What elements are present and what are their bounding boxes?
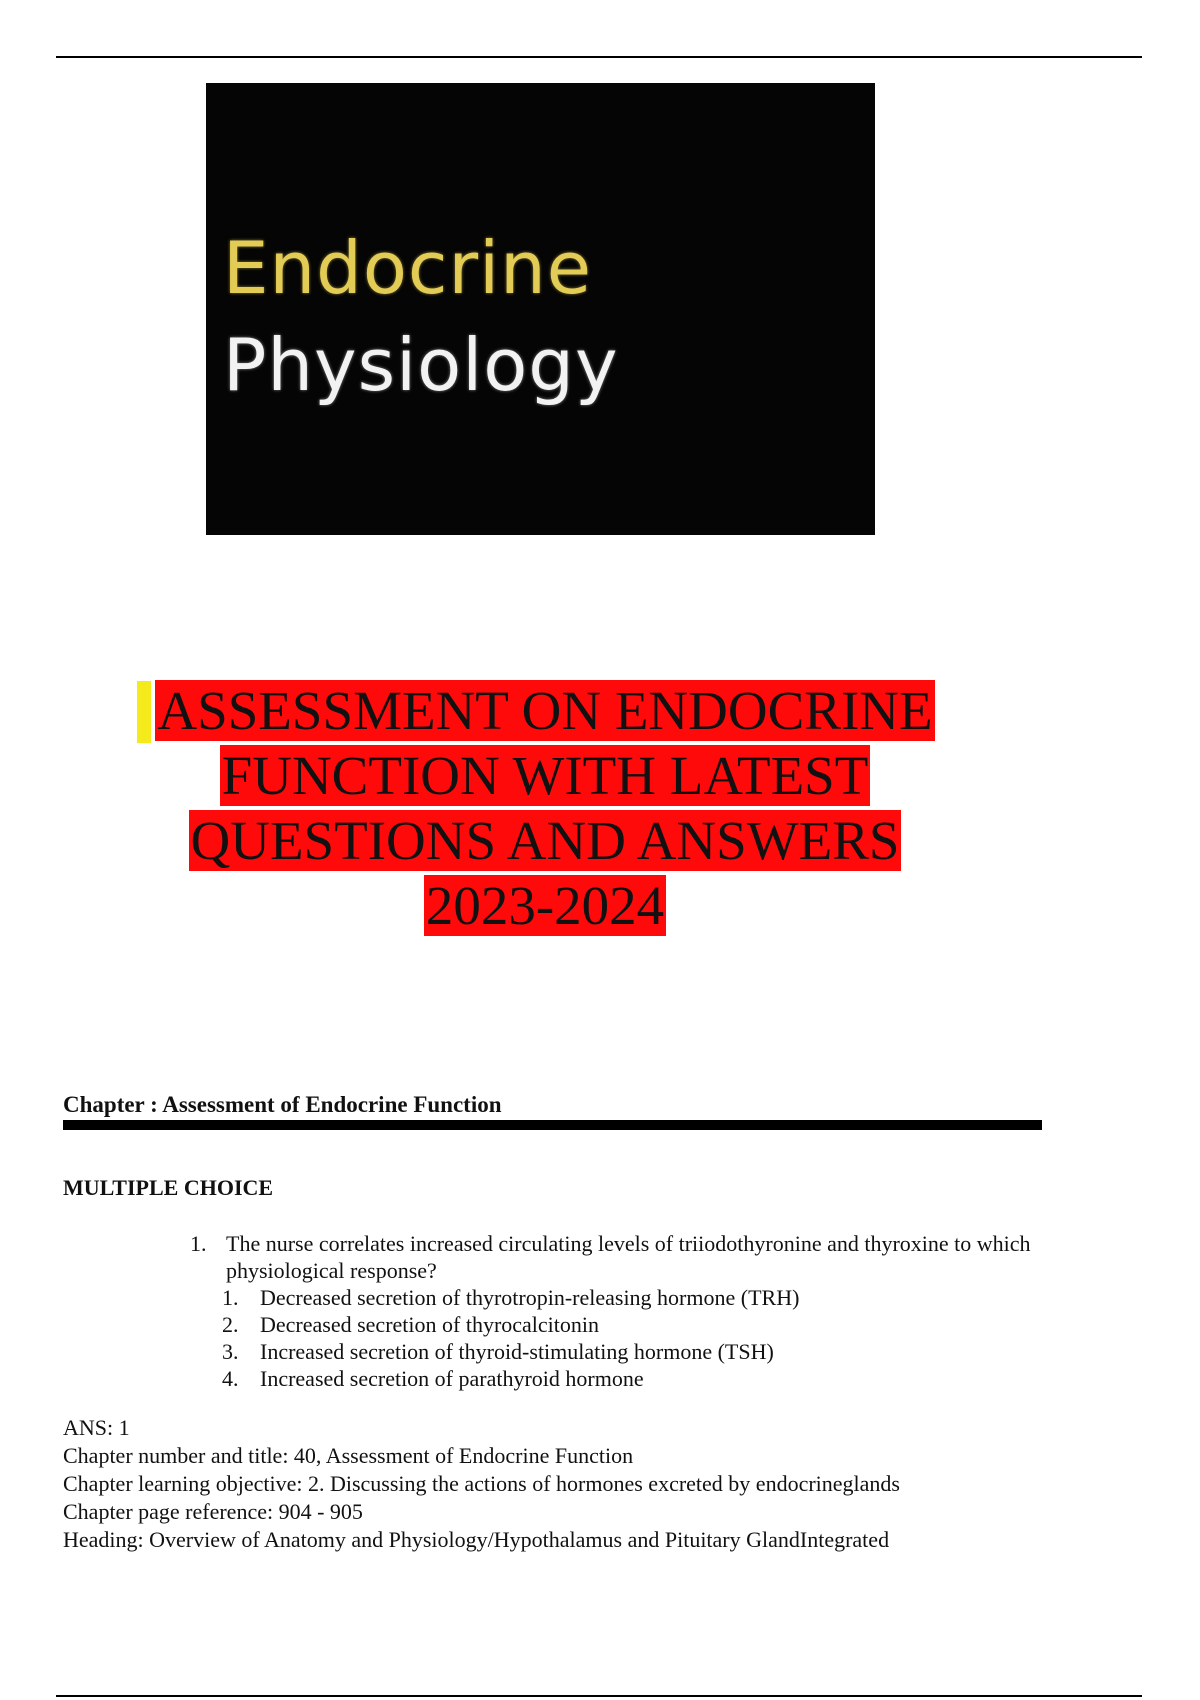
option-item: 2. Decreased secretion of thyrocalcitonin	[222, 1312, 600, 1337]
endocrine-physiology-banner	[206, 83, 875, 535]
option-item: 1. Decreased secretion of thyrotropin-releasing hormone (TRH)	[222, 1285, 800, 1310]
learning-objective: Chapter learning objective: 2. Discussing the actions of hormones excreted by endocrineglands	[63, 1471, 900, 1496]
question-number: 1.	[190, 1231, 207, 1256]
question-text: The nurse correlates increased circulating levels of triiodothyronine and thyroxine to which physiological response?	[226, 1231, 1031, 1283]
text-cursor-highlight	[137, 681, 151, 743]
title-line-2: FUNCTION WITH LATEST	[221, 745, 869, 806]
option-item: 4. Increased secretion of parathyroid hormone	[222, 1366, 644, 1391]
answer-key: ANS: 1	[63, 1415, 130, 1440]
banner-line-physiology: Physiology	[223, 323, 619, 407]
chapter-heading: Chapter : Assessment of Endocrine Function	[63, 1092, 502, 1117]
title-line-3: QUESTIONS AND ANSWERS	[190, 810, 900, 871]
page-reference: Chapter page reference: 904 - 905	[63, 1499, 363, 1524]
answer-options	[222, 1284, 1120, 1392]
bottom-rule	[56, 1695, 1142, 1697]
document-title	[130, 678, 960, 938]
option-item: 3. Increased secretion of thyroid-stimulating hormone (TSH)	[222, 1339, 774, 1364]
banner-line-endocrine: Endocrine	[223, 226, 592, 310]
question-1	[190, 1230, 1120, 1392]
answer-block	[63, 1414, 1143, 1554]
heading-reference: Heading: Overview of Anatomy and Physiology/Hypothalamus and Pituitary GlandIntegrated	[63, 1527, 890, 1552]
chapter-number-title: Chapter number and title: 40, Assessment of Endocrine Function	[63, 1443, 634, 1468]
title-line-1: ASSESSMENT ON ENDOCRINE	[157, 680, 933, 741]
title-line-4: 2023-2024	[425, 875, 665, 936]
chapter-underline-bar	[63, 1120, 1042, 1130]
section-heading: MULTIPLE CHOICE	[63, 1175, 274, 1200]
top-rule	[56, 56, 1142, 58]
